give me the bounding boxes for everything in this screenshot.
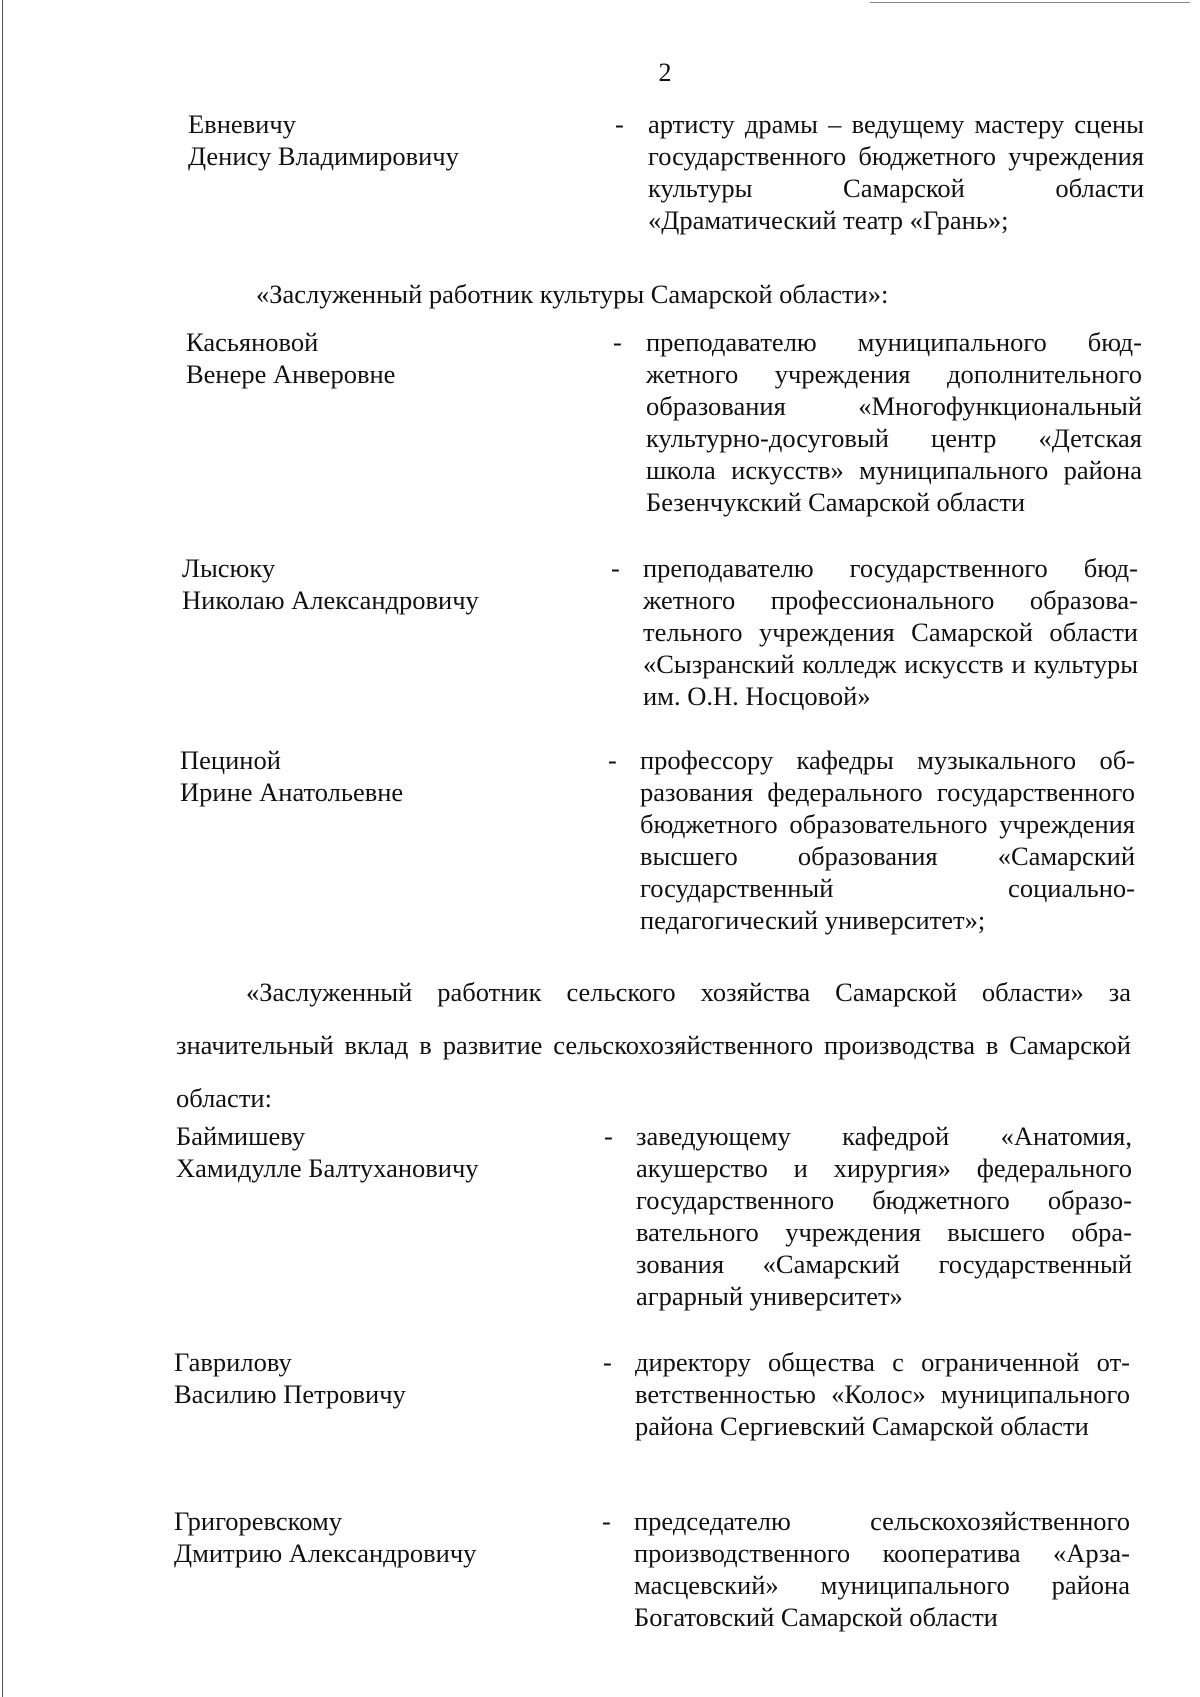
recipient-name: [188, 108, 459, 172]
recipient-name: [174, 1346, 406, 1410]
recipient-surname: Касьяновой: [186, 327, 319, 357]
recipient-surname: Гаврилову: [174, 1347, 292, 1377]
entry-dash: -: [603, 1347, 612, 1377]
recipient-given-name: Хамидулле Балтухановичу: [176, 1153, 479, 1183]
recipient-name: [186, 326, 395, 390]
recipient-name: [182, 552, 479, 616]
entry-dash: -: [602, 1506, 611, 1536]
recipient-description: артисту драмы – ведущему мастеру сцены государственного бюджетного учреждения культуры Самарской области «Драматический театр «Грань»;: [648, 109, 1144, 235]
recipient-given-name: Дмитрию Александровичу: [174, 1538, 477, 1568]
entry-dash: -: [608, 745, 617, 775]
recipient-given-name: Николаю Александровичу: [182, 585, 479, 615]
recipient-name: [174, 1505, 476, 1569]
recipient-given-name: Василию Петровичу: [174, 1379, 406, 1409]
entry-dash: -: [615, 109, 624, 139]
recipient-description: заведующему кафедрой «Анатомия, акушерство и хирургия» федерального государственного бюджетного образовательного учреждения высшего образования «Самарский государственный аграрный университет»: [636, 1121, 1132, 1311]
entry-dash: -: [611, 553, 620, 583]
recipient-given-name: Ирине Анатольевне: [180, 777, 404, 807]
recipient-surname: Баймишеву: [176, 1121, 306, 1151]
recipient-surname: Григоревскому: [174, 1506, 342, 1536]
recipient-surname: Лысюку: [182, 553, 276, 583]
top-edge-rule: [870, 2, 1190, 3]
entry-dash: -: [613, 327, 622, 357]
page-edge-rule: [2, 0, 3, 1697]
recipient-surname: Евневичу: [188, 109, 296, 139]
recipient-description: преподавателю государственного бюджетного профессионального образовательного учреждения Самарской области «Сызранский колледж искусств и культуры им. О.Н. Носцовой»: [643, 553, 1138, 711]
recipient-description: преподавателю муниципального бюджетного учреждения дополнительного образования «Многофункциональный культурно-досуговый центр «Детская школа искусств» муниципального района Безенчукский Самарской области: [646, 327, 1142, 517]
recipient-surname: Пециной: [180, 745, 281, 775]
award-category-paragraph: «Заслуженный работник сельского хозяйства Самарской области» за значительный вклад в развитие сельскохозяйственного производства в Самарской области:: [176, 977, 1131, 1113]
recipient-given-name: Денису Владимировичу: [188, 141, 459, 171]
entry-dash: -: [604, 1121, 613, 1151]
recipient-name: [180, 744, 403, 808]
recipient-name: [176, 1120, 479, 1184]
recipient-description: председателю сельскохозяйственного производственного кооператива «Арзамасцевский» муниципального района Богатовский Самарской области: [634, 1506, 1130, 1632]
award-category-heading: «Заслуженный работник культуры Самарской области»:: [256, 279, 889, 309]
recipient-given-name: Венере Анверовне: [186, 359, 396, 389]
recipient-description: директору общества с ограниченной ответственностью «Колос» муниципального района Сергиевский Самарской области: [635, 1347, 1130, 1441]
page-number: 2: [658, 58, 672, 87]
recipient-description: профессору кафедры музыкального образования федерального государственного бюджетного образовательного учреждения высшего образования «Самарский государственный социально-педагогический университет»;: [640, 745, 1135, 935]
